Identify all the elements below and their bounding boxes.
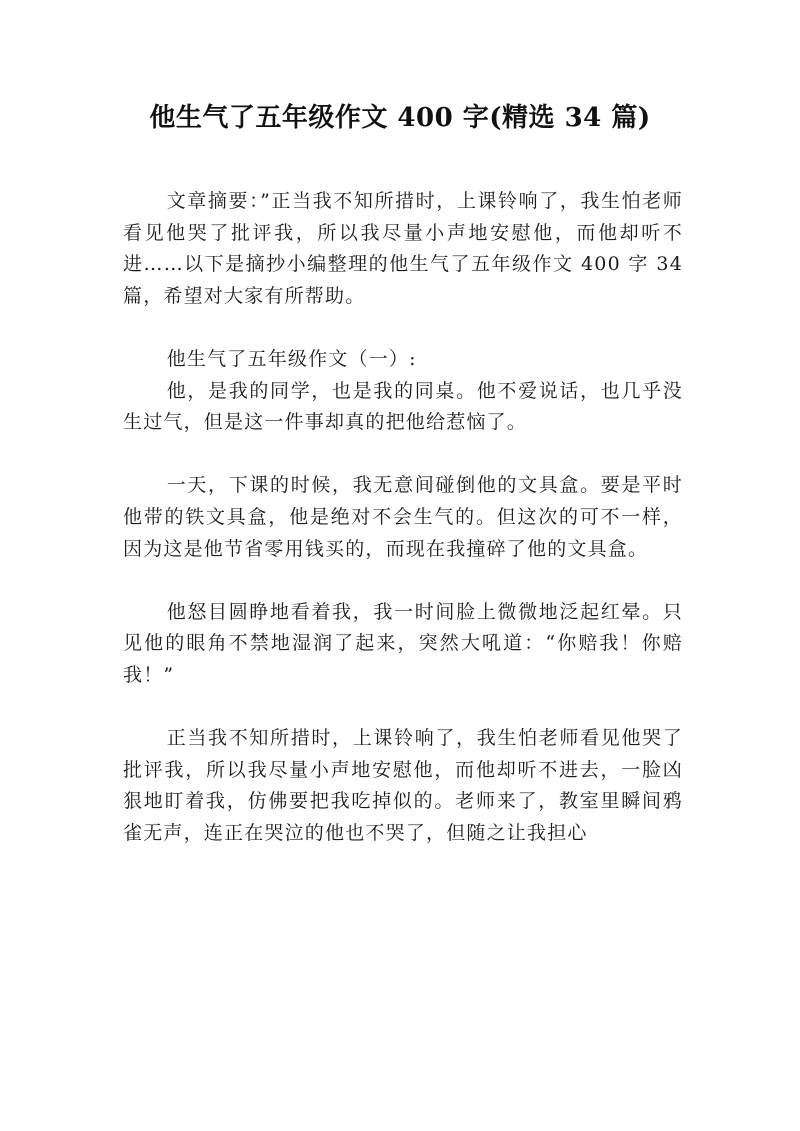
section-heading: 他生气了五年级作文（一）:: [166, 347, 417, 370]
document-body: [123, 186, 683, 849]
body-paragraph: 他怒目圆睁地看着我，我一时间脸上微微地泛起红晕。只见他的眼角不禁地湿润了起来，突然大吼道：“你赔我！你赔我！”: [123, 600, 683, 686]
abstract-paragraph: 文章摘要：”正当我不知所措时，上课铃响了，我生怕老师看见他哭了批评我，所以我尽量小声地安慰他，而他却听不进……以下是摘抄小编整理的他生气了五年级作文 400 字 34 篇，希望对大家有所帮助。: [123, 190, 683, 307]
body-paragraph: 正当我不知所措时，上课铃响了，我生怕老师看见他哭了批评我，所以我尽量小声地安慰他，而他却听不进去，一脸凶狠地盯着我，仿佛要把我吃掉似的。老师来了，教室里瞬间鸦雀无声，连正在哭泣的他也不哭了，但随之让我担心: [123, 727, 683, 844]
document-title: 他生气了五年级作文 400 字(精选 34 篇): [149, 103, 651, 133]
body-paragraph: 他，是我的同学，也是我的同桌。他不爱说话，也几乎没生过气，但是这一件事却真的把他给惹恼了。: [123, 379, 683, 434]
body-paragraph: 一天，下课的时候，我无意间碰倒他的文具盒。要是平时他带的铁文具盒，他是绝对不会生气的。但这次的可不一样，因为这是他节省零用钱买的，而现在我撞碎了他的文具盒。: [123, 474, 683, 560]
